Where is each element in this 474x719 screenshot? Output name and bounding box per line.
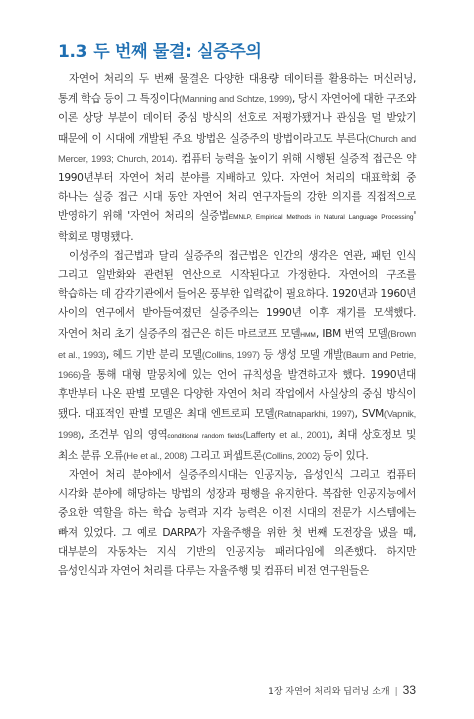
page-number: 33 <box>402 683 416 697</box>
text-run: , 최대 상호정보 및 최소 분류 오류 <box>58 428 417 462</box>
body-text <box>58 70 416 581</box>
section-number: 1.3 <box>58 42 88 62</box>
term-annotation: EMNLP, Empirical Methods in Natural Language Processing <box>228 214 414 222</box>
citation: (Collins, 1997) <box>201 348 260 360</box>
section-title: 두 번째 물결: 실증주의 <box>93 42 262 62</box>
text-run: 자연어 처리 분야에서 실증주의시대는 인공지능, 음성인식 그리고 컴퓨터 시각화 분야에 해당하는 방법의 성장과 평행을 유지한다. 복잡한 인공지능에서 중요한 역할을 하는 학습 능력과 지각 능력은 이전 시대의 전문가 시스템에는 빠져 있었다. 그 예로 DARPA가 자율주행을 위한 첫 번째 도전장을 냈을 때, 대부분의 자동차는 지식 기반의 인공지능 패러다임에 의존했다. 하지만 음성인식과 자연어 처리를 다루는 자율주행 및 컴퓨터 비전 연구원들은 <box>58 469 416 578</box>
chapter-label: 1장 자연어 처리와 딥러닝 소개 <box>268 687 390 697</box>
citation: (Manning and Schtze, 1999) <box>179 93 292 105</box>
paragraph <box>58 466 416 581</box>
text-run: . 컴퓨터 능력을 높이기 위해 시행된 실증적 접근은 약 1990년부터 자연어 처리 분야를 지배하고 있다. 자연어 처리의 대표학회 중 하나는 실증 접근 시대 동안 자연어 처리 연구자들의 강한 의지를 직접적으로 반영하기 위해 '자연어 처리의 실증법 <box>58 152 416 223</box>
text-run: , SVM <box>354 408 384 421</box>
paragraph <box>58 247 416 466</box>
term-annotation: conditional random fields <box>167 432 243 440</box>
text-run: 을 통해 대형 말뭉치에 있는 언어 규칙성을 발견하고자 했다. 1990년대 후반부터 나온 판별 모델은 다양한 자연어 처리 작업에서 사실상의 중심 방식이 됐다. 대표적인 판별 모델은 최대 엔트로피 모델 <box>58 369 416 421</box>
citation: (Baum and Petrie, 1966) <box>58 348 416 381</box>
text-run: 등이 있다. <box>319 449 369 462</box>
text-run: 그리고 퍼셉트론 <box>187 449 263 462</box>
text-run: 등 생성 모델 개발 <box>259 348 343 361</box>
citation: (Brown et al., 1993) <box>58 327 416 360</box>
paragraph <box>58 70 416 247</box>
footer-separator: | <box>394 687 398 697</box>
text-run: , 당시 자연어에 대한 구조와 이론 상당 부분이 데이터 중심 방식의 선호로 저평가됐거나 관심을 덜 받았기 때문에 이 시대에 개발된 주요 방법은 실증주의 방법이라고도 부른다 <box>58 93 416 145</box>
text-run: , 조건부 임의 영역 <box>80 428 168 441</box>
text-run: , 헤드 기반 분리 모델 <box>105 348 202 361</box>
section-heading <box>58 37 418 62</box>
citation: (Collins, 2002) <box>262 449 320 461</box>
citation: (Lafferty et al., 2001) <box>242 428 330 440</box>
text-run: ' 학회로 명명됐다. <box>58 210 416 243</box>
citation: (He et al., 2008) <box>123 449 188 461</box>
text-run: 자연어 처리의 두 번째 물결은 다양한 대용량 데이터를 활용하는 머신러닝, 통계 학습 등이 그 특징이다 <box>58 73 416 106</box>
page-footer <box>268 683 416 697</box>
citation: (Vapnik, 1998) <box>58 408 416 440</box>
citation: (Ratnaparkhi, 1997) <box>274 408 355 420</box>
text-run: 이성주의 접근법과 달리 실증주의 접근법은 인간의 생각은 연관, 패턴 인식 그리고 일반화와 관련된 연산으로 시작된다고 가정한다. 자연어의 구조를 학습하는 데 감각기관에서 들어온 풍부한 입력값이 필요하다. 1920년과 1960년 사이의 연구에서 받아들여졌던 실증주의는 1990년 이후 재기를 모색했다. 자연어 처리 초기 실증주의 접근은 히든 마르코프 모델 <box>58 249 416 340</box>
term-annotation: HMM <box>300 331 316 339</box>
text-run: , IBM 번역 모델 <box>315 327 388 340</box>
citation: (Church and Mercer, 1993; Church, 2014) <box>58 132 416 164</box>
